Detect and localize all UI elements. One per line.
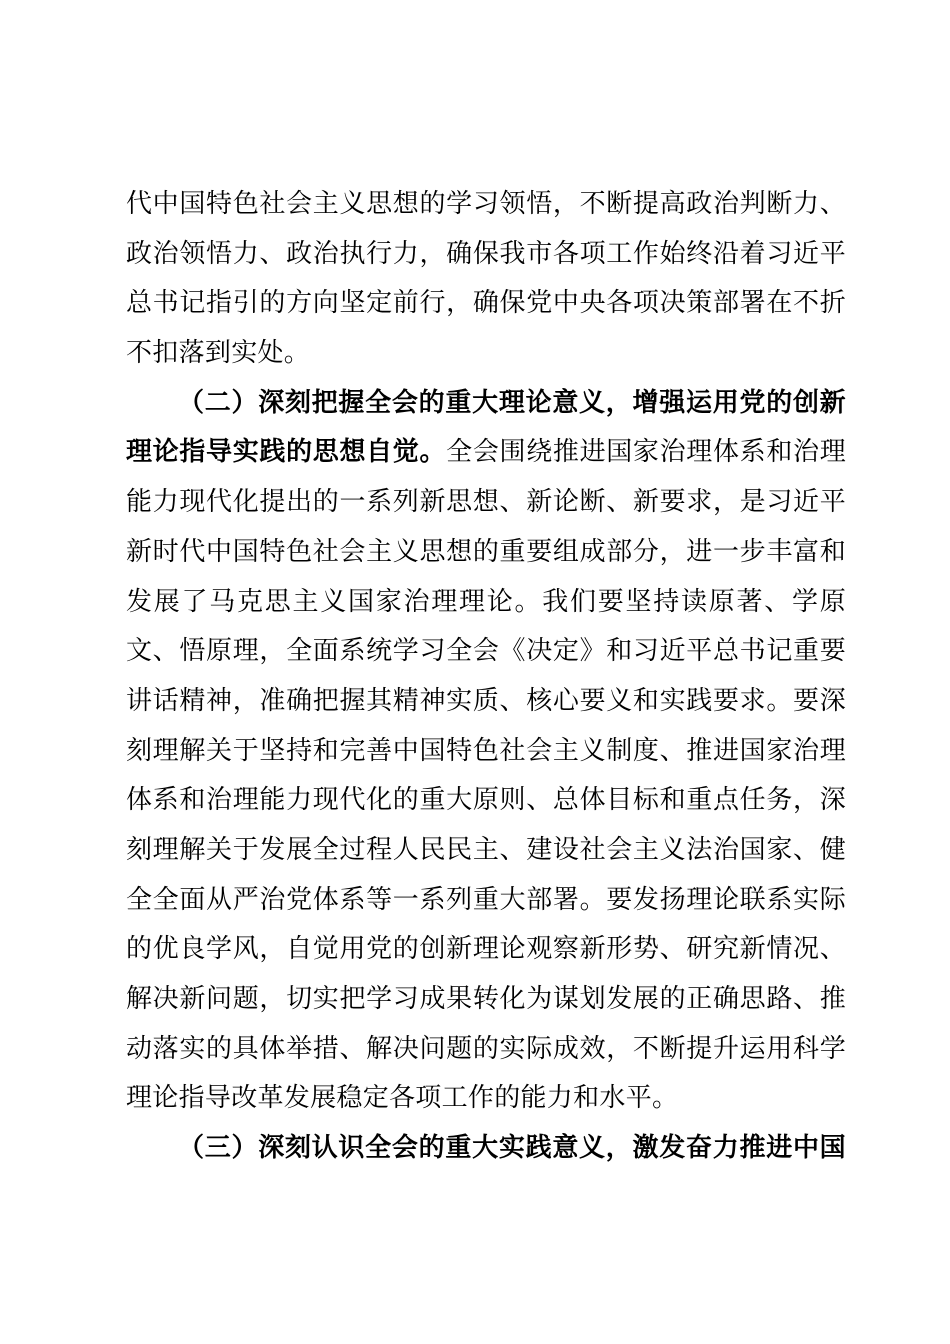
text-run: 能力现代化提出的一系列新思想、新论断、新要求，是习近平 (126, 486, 846, 517)
text-run: 全全面从严治党体系等一系列重大部署。要发扬理论联系实际 (126, 883, 846, 914)
text-line (126, 825, 846, 875)
text-line (126, 676, 846, 726)
text-line (126, 577, 846, 627)
text-line (126, 726, 846, 776)
text-run: 刻理解关于发展全过程人民民主、建设社会主义法治国家、健 (126, 833, 846, 864)
text-run: 动落实的具体举措、解决问题的实际成效，不断提升运用科学 (126, 1032, 846, 1063)
text-run: 理论指导改革发展稳定各项工作的能力和水平。 (126, 1082, 679, 1113)
text-run: 代中国特色社会主义思想的学习领悟，不断提高政治判断力、 (126, 188, 846, 218)
text-line (126, 328, 846, 378)
bold-text-run: （二）深刻把握全会的重大理论意义，增强运用党的创新 (178, 386, 846, 417)
text-run: 不扣落到实处。 (126, 337, 311, 368)
text-line (126, 427, 846, 477)
text-run: 的优良学风，自觉用党的创新理论观察新形势、研究新情况、 (126, 933, 846, 964)
text-line (126, 278, 846, 328)
text-line (126, 974, 846, 1024)
text-line (126, 1024, 846, 1074)
text-line (126, 179, 846, 229)
text-run: 新时代中国特色社会主义思想的重要组成部分，进一步丰富和 (126, 535, 846, 566)
paragraph (126, 378, 846, 1123)
bold-text-run: 理论指导实践的思想自觉。 (126, 436, 447, 467)
text-run: 体系和治理能力现代化的重大原则、总体目标和重点任务，深 (126, 784, 846, 815)
text-run: 文、悟原理，全面系统学习全会《决定》和习近平总书记重要 (126, 635, 846, 666)
text-line (126, 378, 846, 428)
text-line (126, 1123, 846, 1173)
bold-text-run: （三）深刻认识全会的重大实践意义，激发奋力推进中国 (178, 1132, 846, 1163)
text-run: 讲话精神，准确把握其精神实质、核心要义和实践要求。要深 (126, 684, 846, 715)
text-run: 解决新问题，切实把学习成果转化为谋划发展的正确思路、推 (126, 983, 846, 1013)
text-run: 全会围绕推进国家治理体系和治理 (446, 436, 846, 467)
paragraph (126, 179, 846, 378)
text-run: 政治领悟力、政治执行力，确保我市各项工作始终沿着习近平 (126, 237, 846, 268)
text-line (126, 924, 846, 974)
text-run: 总书记指引的方向坚定前行，确保党中央各项决策部署在不折 (126, 287, 846, 318)
text-line (126, 875, 846, 925)
text-line (126, 229, 846, 279)
text-line (126, 527, 846, 577)
text-line (126, 477, 846, 527)
text-line (126, 626, 846, 676)
text-run: 发展了马克思主义国家治理理论。我们要坚持读原著、学原 (126, 585, 846, 616)
text-line (126, 775, 846, 825)
text-run: 刻理解关于坚持和完善中国特色社会主义制度、推进国家治理 (126, 734, 846, 765)
paragraph (126, 1123, 846, 1173)
text-line (126, 1073, 846, 1123)
